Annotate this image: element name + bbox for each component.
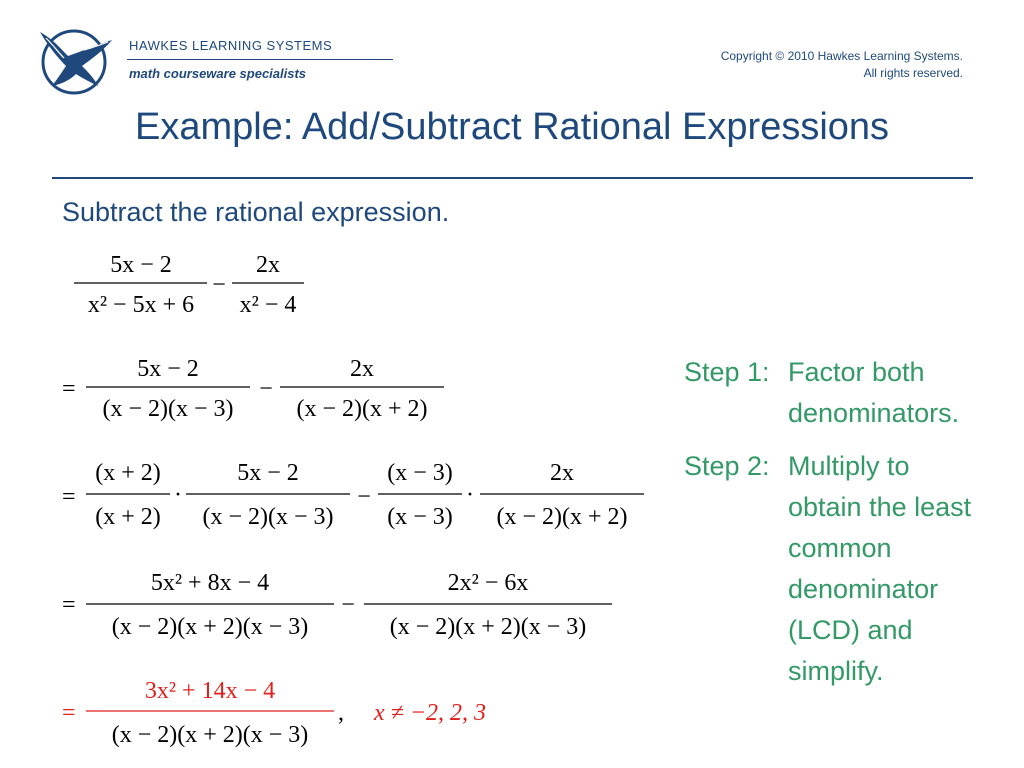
line-1-fraction-2-numerator: 2x — [350, 356, 374, 382]
eagle-globe-logo-icon — [36, 26, 116, 96]
step-2-line-4: denominator — [788, 574, 939, 604]
line-1-fraction-1-denominator: (x − 2)(x − 3) — [102, 396, 234, 422]
line-3-fraction-1-numerator: 5x² + 8x − 4 — [150, 570, 270, 596]
step-2-line-2: obtain the least — [788, 492, 972, 522]
problem-fraction-1-denominator: x² − 5x + 6 — [87, 292, 195, 318]
step-1-expression — [62, 356, 444, 422]
problem-fraction-2-numerator: 2x — [256, 252, 280, 278]
slide-title: Example: Add/Subtract Rational Expressions — [134, 106, 890, 148]
step-2-line-1: Multiply to — [788, 451, 910, 481]
line-2-factor-d-denominator: (x − 2)(x + 2) — [496, 504, 628, 530]
problem-fraction-1-numerator: 5x − 2 — [110, 252, 172, 278]
step-1 — [684, 352, 1014, 434]
minus-operator: − — [259, 376, 273, 402]
result-denominator: (x − 2)(x + 2)(x − 3) — [111, 722, 309, 748]
equals-sign: = — [62, 484, 76, 510]
line-3-fraction-1-denominator: (x − 2)(x + 2)(x − 3) — [111, 614, 309, 640]
problem-fraction-2-denominator: x² − 4 — [239, 292, 297, 318]
line-2-factor-d-numerator: 2x — [550, 460, 574, 486]
step-2-line-5: (LCD) and — [788, 615, 913, 645]
brand-tagline: math courseware specialists — [129, 66, 307, 81]
line-2-factor-b-denominator: (x − 2)(x − 3) — [202, 504, 334, 530]
minus-operator: − — [357, 484, 371, 510]
step-1-label: Step 1: — [684, 357, 770, 387]
domain-restriction: x ≠ −2, 2, 3 — [374, 700, 487, 726]
copyright-line-1: Copyright © 2010 Hawkes Learning Systems. — [720, 49, 963, 63]
line-3-fraction-2-numerator: 2x² − 6x — [447, 570, 529, 596]
result-comma: , — [338, 700, 344, 726]
brand-divider — [127, 59, 393, 60]
line-1-fraction-1-numerator: 5x − 2 — [137, 356, 199, 382]
step-2-expression — [62, 460, 644, 530]
line-2-factor-c-numerator: (x − 3) — [387, 460, 453, 486]
line-1-fraction-2-denominator: (x − 2)(x + 2) — [296, 396, 428, 422]
line-2-factor-b-numerator: 5x − 2 — [237, 460, 299, 486]
multiplication-dot: · — [174, 482, 182, 508]
minus-operator: − — [341, 592, 355, 618]
step-2-line-3: common — [788, 533, 892, 563]
step-2-label: Step 2: — [684, 451, 770, 481]
line-2-factor-c-denominator: (x − 3) — [387, 504, 453, 530]
instruction-text: Subtract the rational expression. — [62, 197, 450, 227]
equals-sign: = — [62, 592, 76, 618]
step-2-line-6: simplify. — [788, 656, 884, 686]
result-numerator: 3x² + 14x − 4 — [144, 678, 276, 704]
equals-sign: = — [62, 376, 76, 402]
title-divider — [52, 177, 973, 179]
step-1-line-2: denominators. — [788, 398, 960, 428]
multiplication-dot: · — [466, 482, 474, 508]
step-2 — [684, 446, 1014, 692]
line-3-fraction-2-denominator: (x − 2)(x + 2)(x − 3) — [389, 614, 587, 640]
problem-expression — [74, 252, 304, 318]
copyright-line-2: All rights reserved. — [863, 66, 963, 80]
equals-sign: = — [62, 700, 76, 726]
math-derivation — [56, 248, 656, 758]
brand-name: HAWKES LEARNING SYSTEMS — [129, 38, 333, 53]
copyright-notice — [643, 48, 963, 82]
minus-operator: − — [212, 272, 226, 298]
step-1-line-1: Factor both — [788, 357, 925, 387]
line-2-factor-a-denominator: (x + 2) — [95, 504, 161, 530]
steps-panel — [684, 352, 1014, 704]
step-3-expression — [62, 570, 612, 640]
final-result-expression — [62, 678, 486, 748]
line-2-factor-a-numerator: (x + 2) — [95, 460, 161, 486]
